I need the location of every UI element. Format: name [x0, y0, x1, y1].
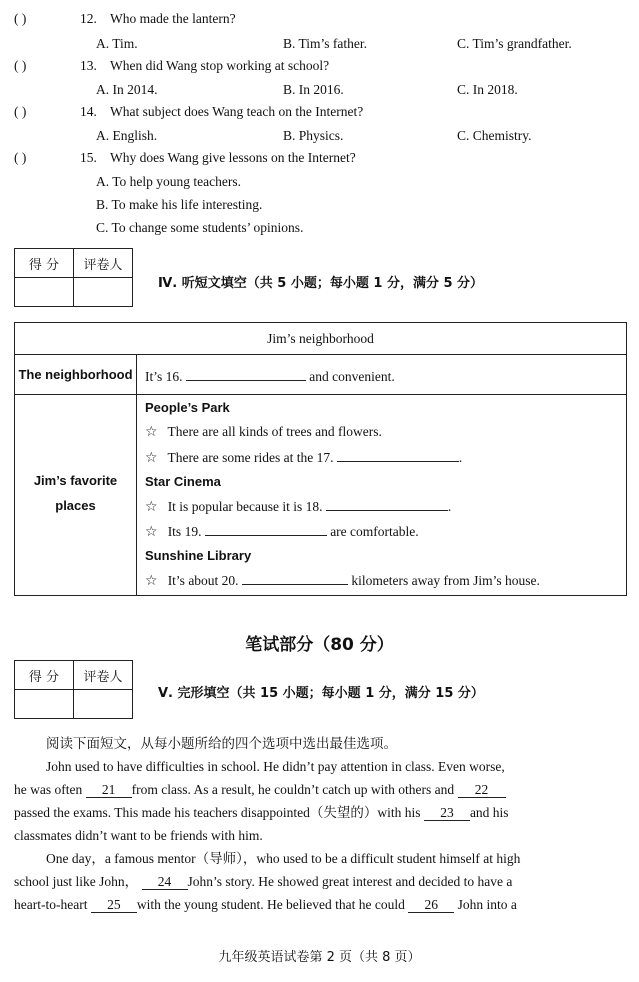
question-stem: What subject does Wang teach on the Internet?	[110, 104, 364, 119]
question-stem: Why does Wang give lessons on the Internet?	[110, 150, 356, 165]
score-cell[interactable]	[15, 690, 74, 719]
question-number: 15.	[80, 150, 97, 165]
line	[14, 801, 626, 824]
text: .	[458, 450, 463, 465]
text: It’s about 20.	[167, 573, 239, 588]
paragraph-1	[14, 755, 626, 847]
answer-paren[interactable]: ( )	[14, 104, 27, 119]
option-b: B. Tim’s father.	[283, 36, 368, 51]
blank-17[interactable]	[337, 449, 459, 462]
blank-19[interactable]	[205, 523, 327, 536]
option-b: B. In 2016.	[283, 82, 344, 97]
text: John used to have difficulties in school. He didn’t pay attention in class. Even worse,	[46, 759, 505, 774]
line	[14, 870, 626, 893]
text: Its 19.	[167, 524, 202, 539]
cinema-line-1	[145, 498, 451, 515]
text: It’s 16.	[145, 369, 183, 384]
option-c: C. To change some students’ opinions.	[96, 220, 304, 235]
option-a: A. To help young teachers.	[96, 174, 242, 189]
question-stem: Who made the lantern?	[110, 11, 236, 26]
written-part-title: 笔试部分（80 分）	[245, 635, 394, 655]
row-label: Jim’s favorite	[33, 473, 118, 488]
star-icon: ☆	[145, 573, 158, 589]
text: One day，a famous mentor（导师），who used to be a difficult student himself at high	[46, 851, 521, 866]
text: It is popular because it is 18.	[167, 499, 323, 514]
blank-22[interactable]: 22	[458, 783, 506, 798]
text: kilometers away from Jim’s house.	[351, 573, 540, 588]
text: he was often	[14, 782, 83, 797]
score-label: 得 分	[15, 661, 74, 690]
blank-26[interactable]: 26	[408, 898, 454, 913]
star-icon: ☆	[145, 499, 158, 515]
park-line-2	[145, 449, 462, 466]
row-label: The neighborhood	[18, 367, 133, 382]
text: There are all kinds of trees and flowers.	[167, 424, 382, 439]
row-label: places	[55, 498, 96, 513]
grader-label: 评卷人	[74, 249, 133, 278]
score-box	[14, 660, 133, 719]
option-c: C. Tim’s grandfather.	[457, 36, 572, 51]
text: are comfortable.	[330, 524, 419, 539]
question-number: 13.	[80, 58, 97, 73]
answer-paren[interactable]: ( )	[14, 150, 27, 165]
text: John’s story. He showed great interest and decided to have a	[187, 874, 513, 889]
option-b: B. To make his life interesting.	[96, 197, 263, 212]
column-divider	[136, 355, 137, 595]
option-a: A. English.	[96, 128, 158, 143]
line	[14, 893, 626, 916]
instruction	[14, 732, 626, 756]
park-line-1	[145, 424, 382, 440]
cinema-title: Star Cinema	[145, 474, 221, 489]
text: John into a	[457, 897, 517, 912]
question-15	[14, 150, 634, 172]
star-icon: ☆	[145, 524, 158, 540]
page-footer: 九年级英语试卷第 2 页（共 8 页）	[218, 950, 421, 965]
question-stem: When did Wang stop working at school?	[110, 58, 330, 73]
section-title: Ⅴ. 完形填空（共 15 小题；每小题 1 分，满分 15 分）	[158, 686, 484, 701]
jim-neighborhood-table	[14, 322, 627, 596]
blank-25[interactable]: 25	[91, 898, 137, 913]
question-number: 12.	[80, 11, 97, 26]
question-14	[14, 104, 634, 126]
grader-cell[interactable]	[74, 690, 133, 719]
row1-text	[145, 368, 395, 385]
text: from class. As a result, he couldn’t catch up with others and	[131, 782, 455, 797]
park-title: People’s Park	[145, 400, 230, 415]
question-12	[14, 11, 634, 33]
library-title: Sunshine Library	[145, 548, 252, 563]
answer-paren[interactable]: ( )	[14, 58, 27, 73]
option-a: A. In 2014.	[96, 82, 158, 97]
text: classmates didn’t want to be friends with him.	[14, 828, 263, 843]
text: heart-to-heart	[14, 897, 88, 912]
grader-label: 评卷人	[74, 661, 133, 690]
line	[14, 755, 626, 778]
question-number: 14.	[80, 104, 97, 119]
cinema-line-2	[145, 523, 419, 540]
blank-21[interactable]: 21	[86, 783, 132, 798]
option-a: A. Tim.	[96, 36, 138, 51]
option-c: C. Chemistry.	[457, 128, 532, 143]
text: school just like John，	[14, 874, 139, 889]
grader-cell[interactable]	[74, 278, 133, 307]
text: and his	[469, 805, 509, 820]
table-header: Jim’s neighborhood	[15, 323, 626, 355]
option-c: C. In 2018.	[457, 82, 518, 97]
star-icon: ☆	[145, 450, 158, 466]
option-b: B. Physics.	[283, 128, 344, 143]
blank-24[interactable]: 24	[142, 875, 188, 890]
question-13	[14, 58, 634, 80]
line	[14, 847, 626, 870]
blank-23[interactable]: 23	[424, 806, 470, 821]
text: 阅读下面短文，从每小题所给的四个选项中选出最佳选项。	[46, 736, 397, 752]
blank-20[interactable]	[242, 572, 348, 585]
text: and convenient.	[309, 369, 395, 384]
line	[14, 778, 626, 801]
score-box	[14, 248, 133, 307]
star-icon: ☆	[145, 424, 158, 440]
text: passed the exams. This made his teachers disappointed（失望的）with his	[14, 805, 421, 820]
text: .	[447, 499, 452, 514]
paragraph-2	[14, 847, 626, 916]
blank-18[interactable]	[326, 498, 448, 511]
answer-paren[interactable]: ( )	[14, 11, 27, 26]
text: with the young student. He believed that he could	[136, 897, 405, 912]
score-cell[interactable]	[15, 278, 74, 307]
blank-16[interactable]	[186, 368, 306, 381]
line	[14, 824, 626, 847]
score-label: 得 分	[15, 249, 74, 278]
library-line-1	[145, 572, 540, 589]
section-title: Ⅳ. 听短文填空（共 5 小题；每小题 1 分，满分 5 分）	[158, 276, 484, 291]
text: There are some rides at the 17.	[167, 450, 334, 465]
